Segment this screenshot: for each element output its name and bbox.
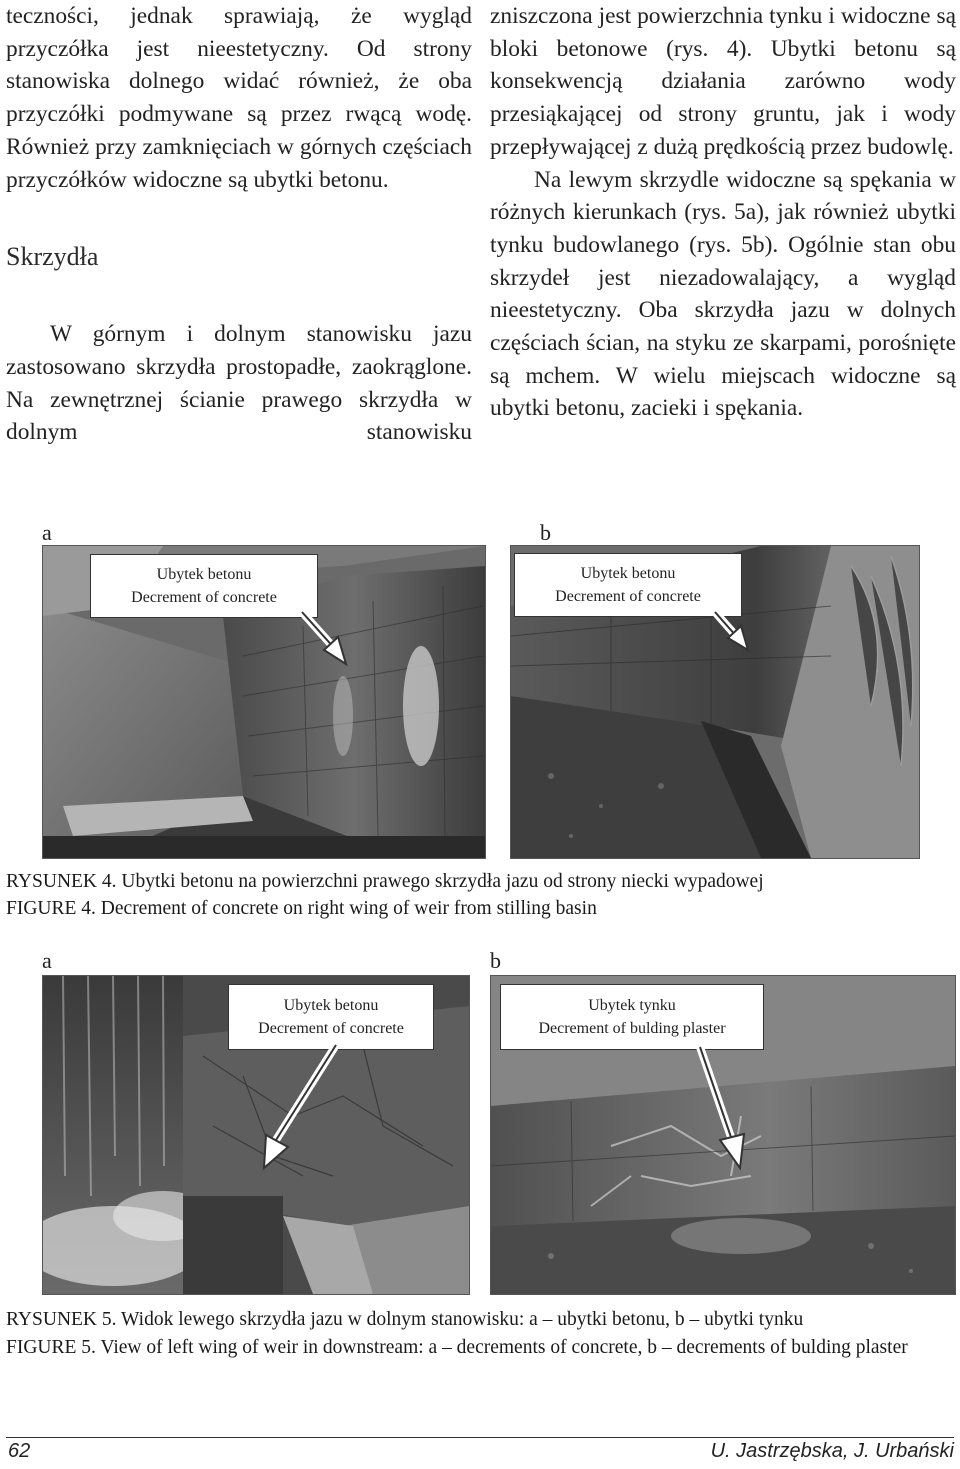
callout-label-en: Decrement of concrete xyxy=(258,1020,404,1037)
callout-label-en: Decrement of concrete xyxy=(131,589,277,606)
footer-rule xyxy=(6,1437,954,1438)
callout-label-en: Decrement of concrete xyxy=(555,588,701,605)
figure4-panel-a-letter: a xyxy=(42,520,52,545)
left-text-column xyxy=(6,0,472,449)
figure5b-callout xyxy=(500,984,764,1050)
figure4b-callout xyxy=(514,553,742,617)
page-number: 62 xyxy=(8,1440,31,1462)
section-heading: Skrzydła xyxy=(6,242,99,272)
figure5-panel-b-letter: b xyxy=(490,948,501,973)
figure5a-callout xyxy=(228,984,434,1050)
figure4-caption-en: FIGURE 4. Decrement of concrete on right wing of weir from stilling basin xyxy=(6,898,597,919)
figure4-panel-b-letter: b xyxy=(540,520,551,545)
figure5-caption-pl: RYSUNEK 5. Widok lewego skrzydła jazu w dolnym stanowisku: a – ubytki betonu, b – ubytki tynku xyxy=(6,1309,804,1330)
body-paragraph: zniszczona jest powierzchnia tynku i widoczne są bloki betonowe (rys. 4). Ubytki betonu są konsekwencją działania zarówno wody przesiąkającej od strony gruntu, jak i wody przepływającej z dużą prędkością przez budowlę. xyxy=(490,3,956,160)
figure5-caption-en: FIGURE 5. View of left wing of weir in downstream: a – decrements of concrete, b – decrements of bulding plaster xyxy=(6,1337,908,1358)
body-paragraph: Na lewym skrzydle widoczne są spękania w różnych kierunkach (rys. 5a), jak również ubytki tynku budowlanego (rys. 5b). Ogólnie stan obu skrzydeł jest niezadowalający, a wygląd nieestetyczny. Oba skrzydła jazu w dolnych częściach ścian, na styku ze skarpami, porośnięte są mchem. W wielu miejscach widoczne są ubytki betonu, zacieki i spękania. xyxy=(490,166,956,422)
body-paragraph: W górnym i dolnym stanowisku jazu zastosowano skrzydła prostopadłe, zaokrąglone. Na zewnętrznej ścianie prawego skrzydła w dolnym stanowisku xyxy=(6,321,472,446)
callout-label-pl: Ubytek tynku xyxy=(588,997,676,1014)
figure4-caption-pl: RYSUNEK 4. Ubytki betonu na powierzchni prawego skrzydła jazu od strony niecki wypadowej xyxy=(6,871,764,892)
callout-label-pl: Ubytek betonu xyxy=(580,565,676,582)
callout-label-pl: Ubytek betonu xyxy=(156,566,252,583)
body-paragraph: teczności, jednak sprawiają, że wygląd przyczółka jest nieestetyczny. Od strony stanowiska dolnego widać również, że oba przyczółki podmywane są przez rwącą wodę. Również przy zamknięciach w górnych częściach przyczółków widoczne są ubytki betonu. xyxy=(6,3,472,193)
right-text-column xyxy=(490,0,956,425)
figure4a-callout xyxy=(90,554,318,618)
running-footer-authors: U. Jastrzębska, J. Urbański xyxy=(710,1440,954,1462)
figure5-panel-a-letter: a xyxy=(42,948,52,973)
callout-label-en: Decrement of bulding plaster xyxy=(538,1020,726,1037)
callout-label-pl: Ubytek betonu xyxy=(283,997,379,1014)
